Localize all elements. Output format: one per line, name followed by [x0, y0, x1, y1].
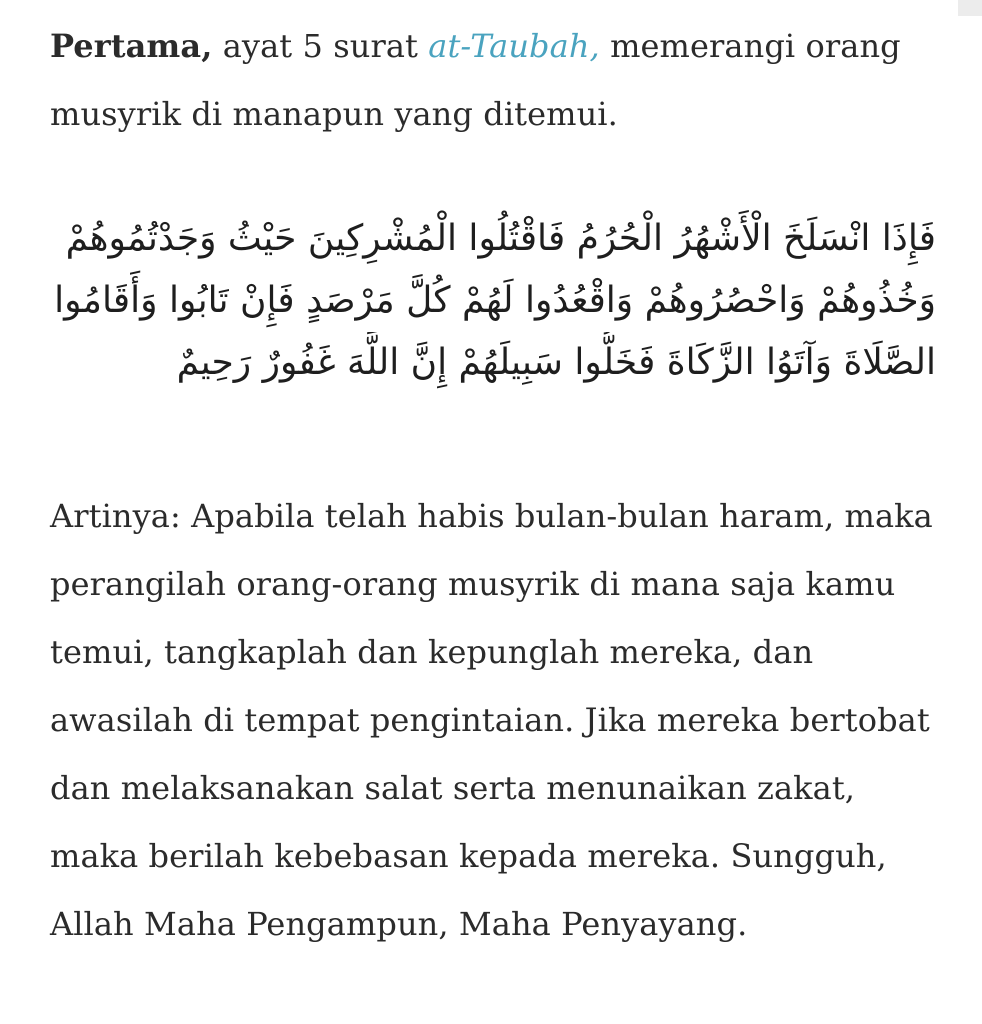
article-content [50, 12, 940, 958]
intro-paragraph [50, 12, 940, 148]
verse-line-2: وَخُذُوهُمْ وَاحْصُرُوهُمْ وَاقْعُدُوا لَهُمْ كُلَّ مَرْصَدٍ فَإِنْ تَابُوا وَأَقَامُوا [54, 280, 936, 321]
intro-lead: Pertama, [50, 27, 213, 65]
translation-paragraph: Artinya: Apabila telah habis bulan-bulan haram, maka perangilah orang-orang musyrik di mana saja kamu temui, tangkaplah dan kepunglah mereka, dan awasilah di tempat pengintaian. Jika mereka bertobat dan melaksanakan salat serta menunaikan zakat, maka berilah kebebasan kepada mereka. Sungguh, Allah Maha Pengampun, Maha Penyayang. [50, 497, 933, 943]
verse-line-3: الصَّلَاةَ وَآتَوُا الزَّكَاةَ فَخَلُّوا سَبِيلَهُمْ إِنَّ اللَّهَ غَفُورٌ رَحِيمٌ [176, 342, 936, 383]
intro-after-link: memerangi orang musyrik di manapun yang ditemui. [50, 27, 901, 133]
surah-link[interactable]: at-Taubah, [428, 27, 600, 65]
quran-verse [50, 208, 940, 394]
intro-before-link: ayat 5 surat [212, 27, 429, 65]
scrollbar-thumb[interactable] [958, 0, 982, 16]
verse-line-1: فَإِذَا انْسَلَخَ الْأَشْهُرُ الْحُرُمُ فَاقْتُلُوا الْمُشْرِكِينَ حَيْثُ وَجَدْتُمُوهُمْ [65, 218, 936, 259]
